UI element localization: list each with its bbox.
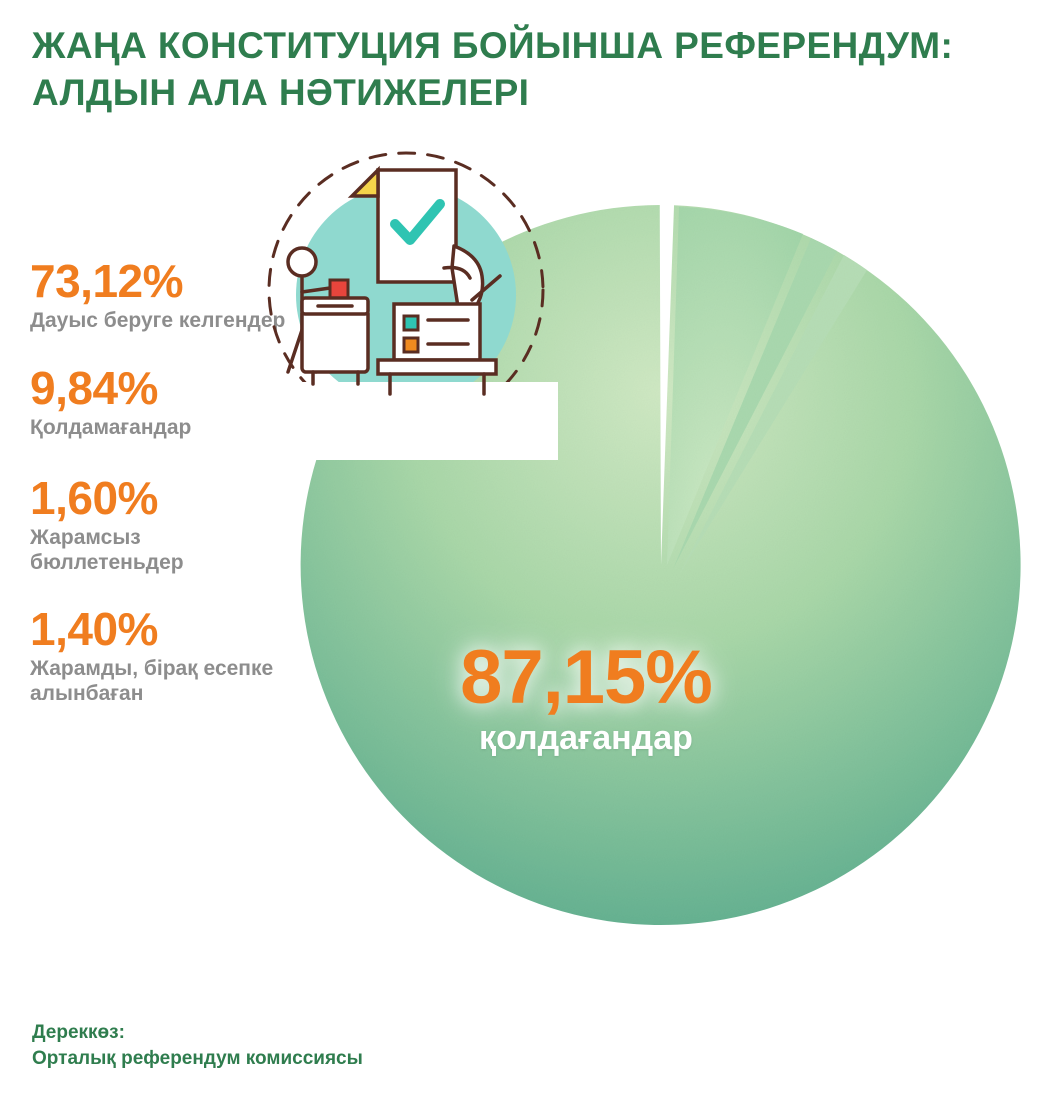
page-title-line-1: ЖАҢА КОНСТИТУЦИЯ БОЙЫНША РЕФЕРЕНДУМ: (32, 25, 954, 66)
voting-illustration (258, 150, 568, 460)
source-title: Дереккөз: (32, 1022, 125, 1043)
stat-label: Жарамды, бірақ есепке алынбаған (30, 656, 274, 706)
page-title-line-2: АЛДЫН АЛА НӘТИЖЕЛЕРІ (32, 72, 530, 114)
pie-center-text: қолдағандар (479, 719, 693, 757)
stat-value: 1,40% (30, 602, 158, 655)
stat-item-uncounted (30, 602, 300, 707)
stat-item-invalid (30, 471, 300, 576)
page-title (32, 22, 1012, 117)
voting-illustration-svg (258, 150, 568, 460)
stat-value: 73,12% (30, 255, 184, 307)
illustration-base-mask (268, 382, 558, 460)
pie-center-value: 87,15% (460, 635, 712, 720)
source-text: Орталық референдум комиссиясы (32, 1047, 363, 1069)
stat-label: Дауыс беруге келгендер (30, 308, 286, 332)
stat-value: 1,60% (30, 471, 158, 524)
ballot-box-icon (302, 298, 368, 384)
source-block (32, 1020, 652, 1071)
stat-value: 9,84% (30, 362, 158, 415)
stat-label: Қолдамағандар (30, 416, 192, 440)
stat-label: Жарамсыз бюллетеньдер (30, 525, 184, 575)
